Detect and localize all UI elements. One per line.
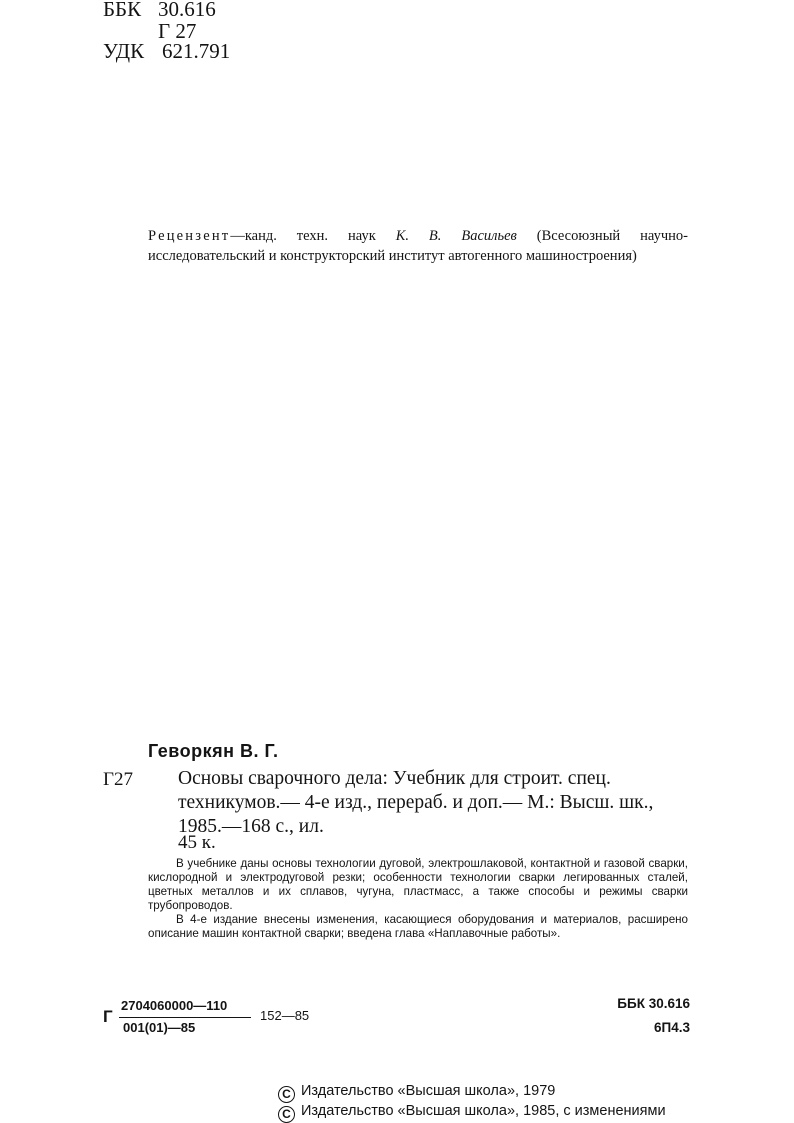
title-line-2: техникумов.— 4-е изд., перераб. и доп.— М.: Высш. шк.,	[178, 792, 654, 813]
publication-index-fraction	[103, 998, 363, 1040]
bbk-right: ББК 30.616	[617, 996, 690, 1011]
fraction-side-number: 152—85	[260, 1008, 310, 1023]
index-right: 6П4.3	[654, 1020, 690, 1035]
catalog-code: Г27	[103, 769, 133, 790]
fraction-letter: Г	[103, 1007, 113, 1026]
annotation-paragraph-1: В учебнике даны основы технологии дуговой, электрошлаковой, контактной и газовой сварки, кислородной и электродуговой резки; особенности технологии сварки легированных сталей, цветных металлов и их сплавов, чугуна, пластмасс, а также способы и режимы сварки трубопроводов.	[148, 857, 688, 912]
udk-label: УДК	[103, 39, 145, 63]
reviewer-degree: —канд. техн. наук	[230, 228, 396, 244]
reviewer-paragraph	[148, 226, 688, 266]
title-line-3: 1985.—168 с., ил.	[178, 816, 324, 837]
title-line-1: Основы сварочного дела: Учебник для строит. спец.	[178, 768, 611, 789]
copyright-text-1: Издательство «Высшая школа», 1979	[301, 1083, 556, 1099]
reviewer-label: Рецензент	[148, 228, 231, 244]
classification-block	[0, 0, 300, 70]
author-name: Геворкян В. Г.	[148, 741, 279, 761]
fraction-bar	[119, 1017, 251, 1018]
udk-value: 621.791	[162, 39, 231, 63]
reviewer-name: К. В. Васильев	[395, 228, 517, 244]
author-sign: Г 27	[158, 19, 197, 43]
annotation-paragraph-2: В 4-е издание внесены изменения, касающиеся оборудования и материалов, расширено описание машин контактной сварки; введена глава «Наплавочные работы».	[148, 913, 688, 940]
annotation	[148, 857, 688, 941]
bbk-label: ББК	[103, 0, 142, 21]
bbk-value: 30.616	[158, 0, 216, 21]
price: 45 к.	[178, 832, 216, 853]
copyright-line-1	[278, 1083, 555, 1103]
copyright-icon: C	[278, 1086, 295, 1103]
reviewer-affiliation: (Всесоюзный научно-исследовательский и конструкторский институт автогенного машиностроения)	[148, 228, 688, 264]
copyright-line-2	[278, 1103, 666, 1123]
copyright-icon: C	[278, 1106, 295, 1123]
copyright-text-2: Издательство «Высшая школа», 1985, с изменениями	[301, 1103, 666, 1119]
fraction-denominator: 001(01)—85	[123, 1020, 196, 1035]
fraction-numerator: 2704060000—110	[121, 998, 228, 1013]
